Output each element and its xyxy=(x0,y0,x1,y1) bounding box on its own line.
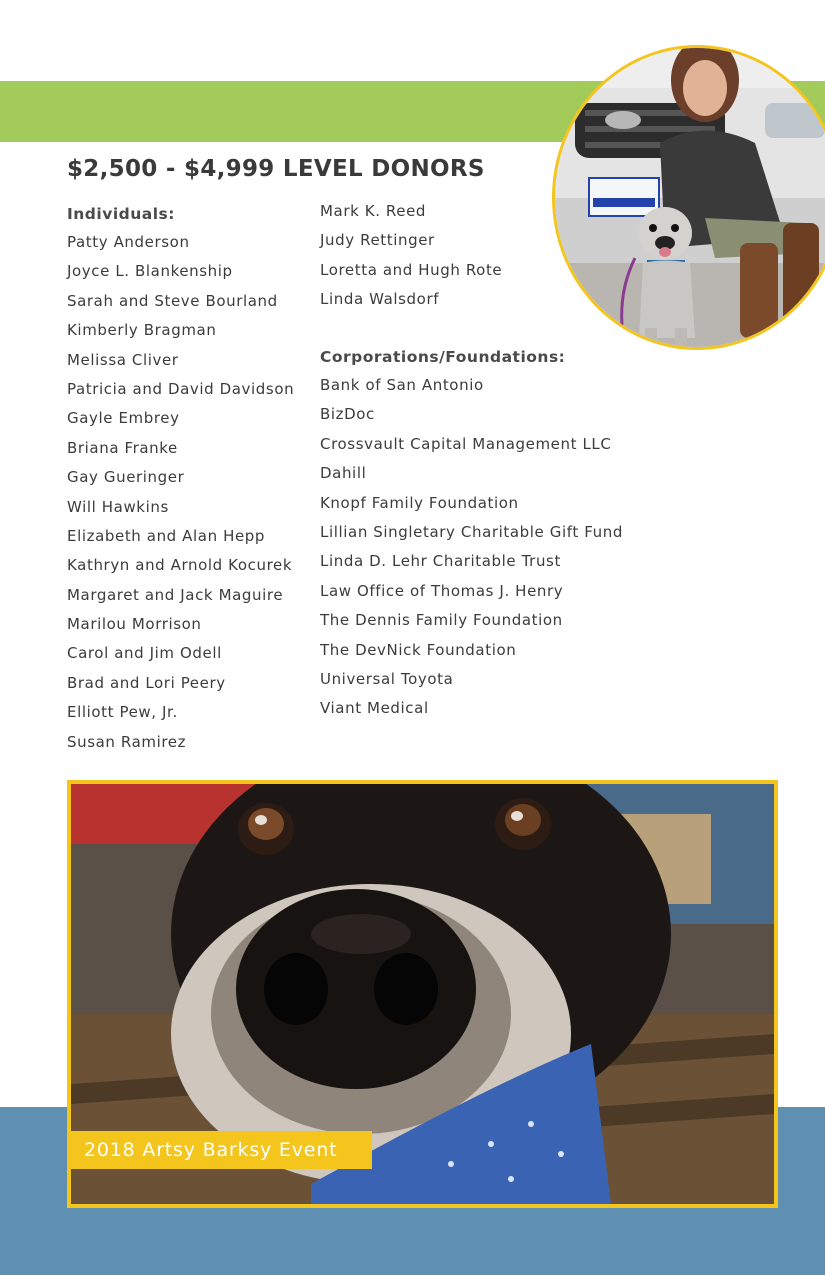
corporations-column xyxy=(320,346,623,728)
page-title: $2,500 - $4,999 LEVEL DONORS xyxy=(67,156,485,182)
photo-caption: 2018 Artsy Barksy Event xyxy=(67,1131,372,1169)
donor-name: Gayle Embrey xyxy=(67,409,180,428)
donor-name: Susan Ramirez xyxy=(67,732,187,751)
donor-name: Viant Medical xyxy=(320,699,429,718)
individuals-column xyxy=(67,203,294,761)
donor-name: Brad and Lori Peery xyxy=(67,673,226,692)
donor-name: Kathryn and Arnold Kocurek xyxy=(67,556,293,575)
donor-name: Marilou Morrison xyxy=(67,615,202,634)
donor-name: Universal Toyota xyxy=(320,669,454,688)
donor-name: Kimberly Bragman xyxy=(67,321,217,340)
donor-name: Lillian Singletary Charitable Gift Fund xyxy=(320,522,623,541)
donor-name: Joyce L. Blankenship xyxy=(67,262,233,281)
donor-name: Margaret and Jack Maguire xyxy=(67,585,284,604)
donor-name: Gay Gueringer xyxy=(67,468,185,487)
individuals-list xyxy=(67,232,294,761)
donor-name: Sarah and Steve Bourland xyxy=(67,291,278,310)
donor-name: The DevNick Foundation xyxy=(320,640,517,659)
donor-name: Loretta and Hugh Rote xyxy=(320,260,503,279)
individuals-continued-list xyxy=(320,201,502,319)
donor-name: Melissa Cliver xyxy=(67,350,179,369)
donor-name: Law Office of Thomas J. Henry xyxy=(320,581,564,600)
corporations-list xyxy=(320,375,623,728)
individuals-label: Individuals: xyxy=(67,205,175,223)
donor-name: The Dennis Family Foundation xyxy=(320,611,563,630)
donor-name: Carol and Jim Odell xyxy=(67,644,222,663)
donor-name: Linda D. Lehr Charitable Trust xyxy=(320,552,561,571)
donor-name: Mark K. Reed xyxy=(320,202,427,220)
donor-name: Crossvault Capital Management LLC xyxy=(320,434,612,453)
donor-name: Linda Walsdorf xyxy=(320,290,440,309)
individuals-continued-column xyxy=(320,201,502,319)
donor-name: Elizabeth and Alan Hepp xyxy=(67,526,266,545)
corporations-label: Corporations/Foundations: xyxy=(320,348,566,366)
donor-name: Knopf Family Foundation xyxy=(320,493,519,512)
donor-name: BizDoc xyxy=(320,405,375,424)
donor-name: Elliott Pew, Jr. xyxy=(67,703,178,722)
donor-name: Patricia and David Davidson xyxy=(67,379,295,398)
donor-name: Patty Anderson xyxy=(67,233,190,251)
donor-name: Will Hawkins xyxy=(67,497,169,516)
donor-name: Bank of San Antonio xyxy=(320,376,484,394)
donor-name: Judy Rettinger xyxy=(320,231,435,250)
woman-with-dog-photo xyxy=(552,45,825,350)
donor-name: Dahill xyxy=(320,464,367,483)
donor-name: Briana Franke xyxy=(67,438,178,457)
